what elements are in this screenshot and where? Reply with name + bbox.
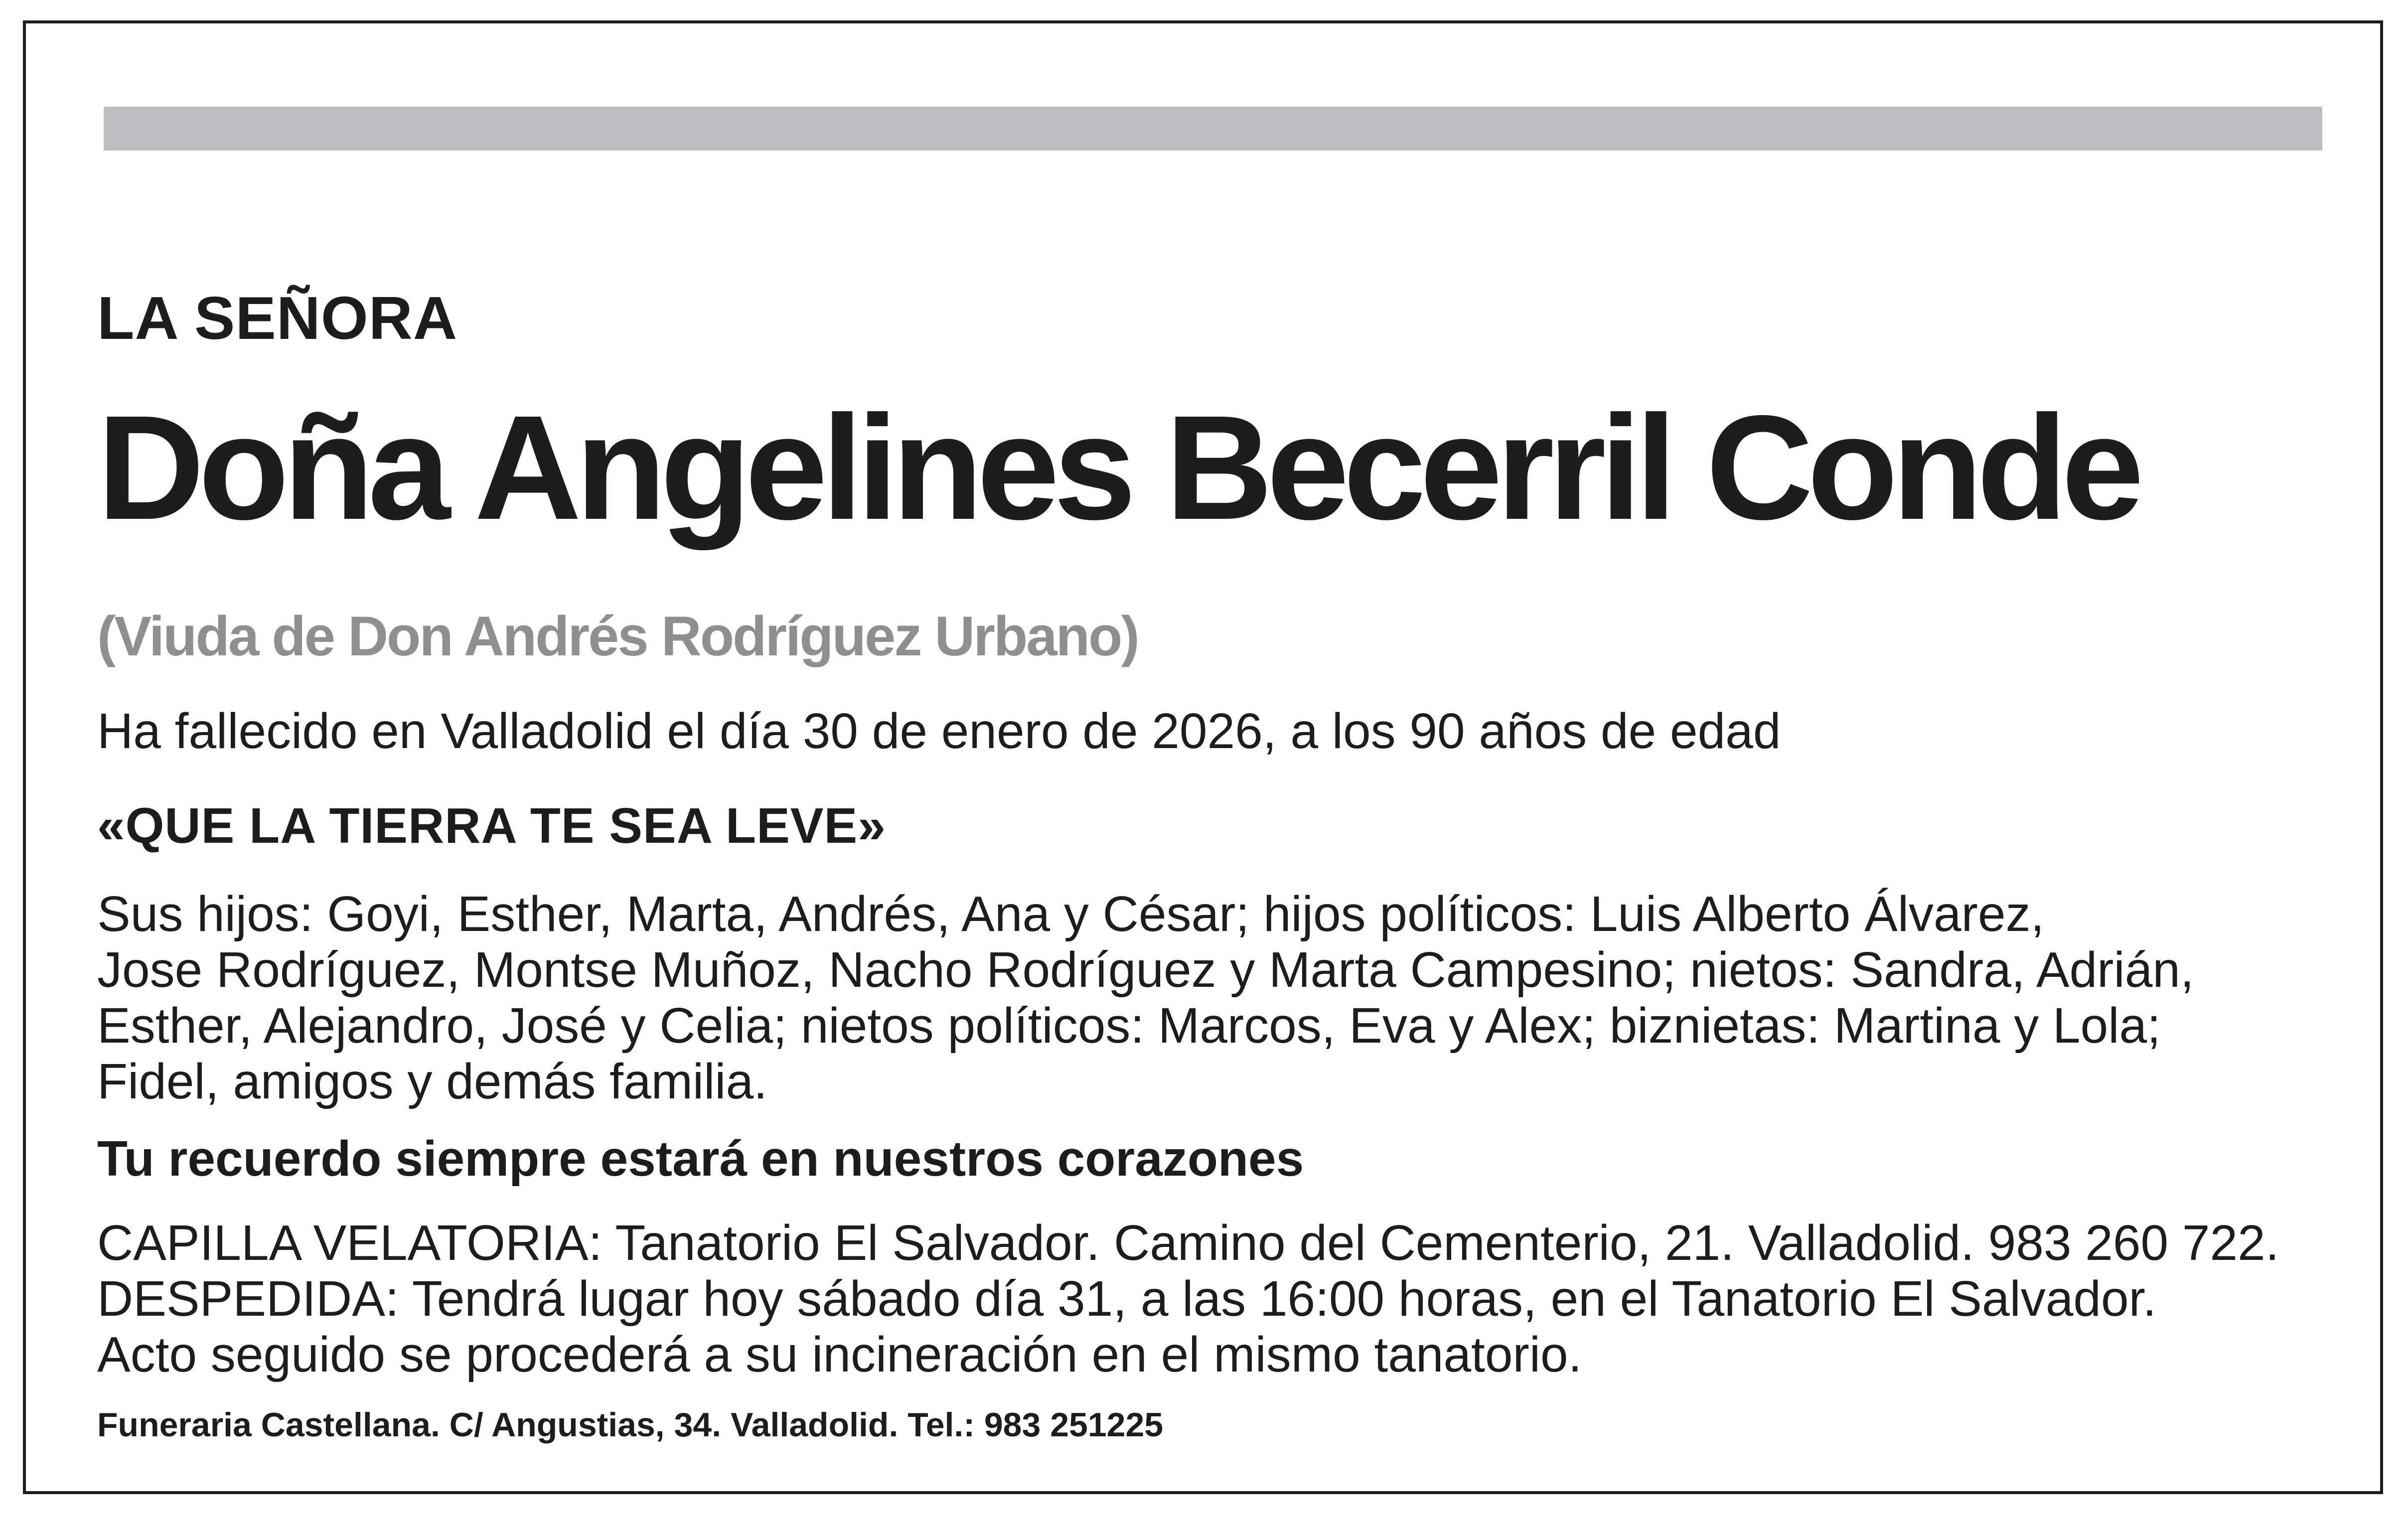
widow-of: (Viuda de Don Andrés Rodríguez Urbano) [97,605,1138,667]
service-info [97,1215,2279,1382]
heading: LA SEÑORA [97,284,457,352]
motto: «QUE LA TIERRA TE SEA LEVE» [97,798,886,854]
service-line: Acto seguido se procederá a su incineración en el mismo tanatorio. [97,1327,1582,1382]
death-notice: Ha fallecido en Valladolid el día 30 de enero de 2026, a los 90 años de edad [97,703,1781,759]
service-line: CAPILLA VELATORIA: Tanatorio El Salvador. Camino del Cementerio, 21. Valladolid. 983 260 722. [97,1215,2279,1271]
header-bar [104,107,2322,151]
family-line: Sus hijos: Goyi, Esther, Marta, Andrés, Ana y César; hijos políticos: Luis Alberto Álvarez, [97,886,2045,942]
family-list [97,886,2330,1109]
service-line: DESPEDIDA: Tendrá lugar hoy sábado día 31, a las 16:00 horas, en el Tanatorio El Salvador. [97,1271,2157,1327]
family-line: Fidel, amigos y demás familia. [97,1054,767,1109]
family-line: Esther, Alejandro, José y Celia; nietos políticos: Marcos, Eva y Alex; biznietas: Martina y Lola; [97,998,2161,1054]
funeral-home: Funeraria Castellana. C/ Angustias, 34. Valladolid. Tel.: 983 251225 [97,1406,1164,1444]
deceased-name: Doña Angelines Becerril Conde [97,385,2138,551]
family-line: Jose Rodríguez, Montse Muñoz, Nacho Rodríguez y Marta Campesino; nietos: Sandra, Adrián, [97,942,2194,998]
memory-line: Tu recuerdo siempre estará en nuestros corazones [97,1131,1304,1187]
